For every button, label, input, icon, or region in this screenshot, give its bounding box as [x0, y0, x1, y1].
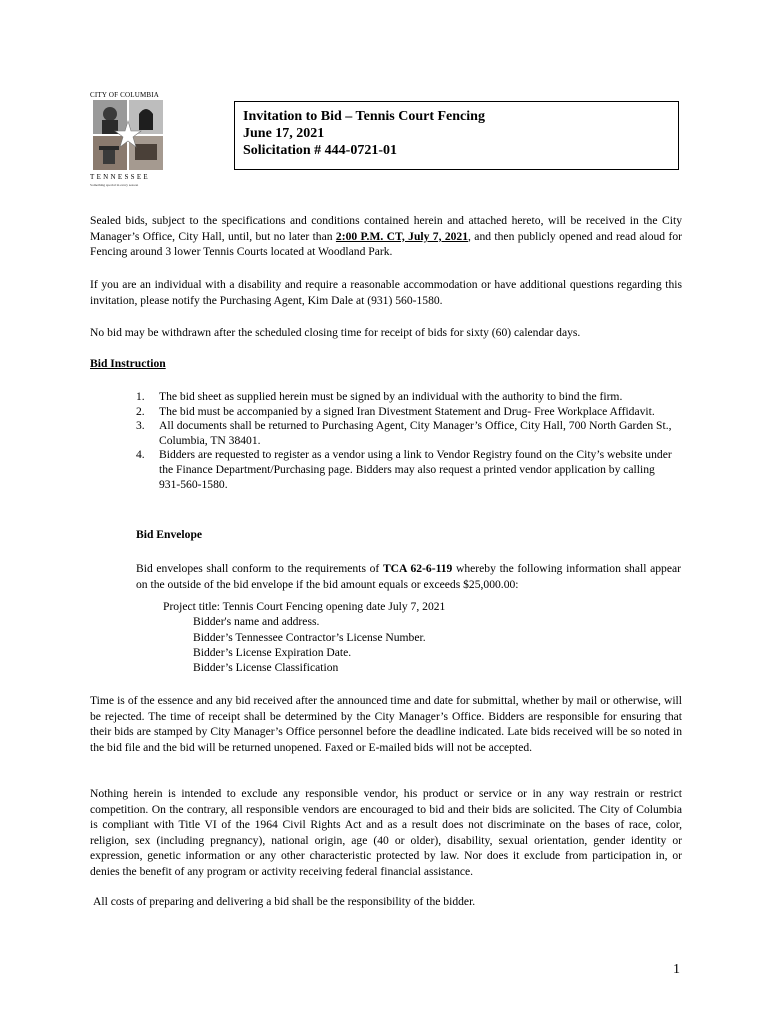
list-item: [136, 448, 676, 492]
logo-tagline: Something special in every season: [90, 183, 139, 187]
title-date: June 17, 2021: [243, 126, 325, 141]
list-item: [136, 419, 676, 448]
list-text: The bid sheet as supplied herein must be signed by an individual with the authority to bind the firm.: [159, 390, 623, 403]
deadline: 2:00 P.M. CT, July 7, 2021: [335, 229, 469, 243]
envelope-text: Bid envelopes shall conform to the requirements of: [136, 562, 383, 575]
list-item: [136, 405, 676, 420]
nothing-herein-paragraph: Nothing herein is intended to exclude any responsible vendor, his product or service or in any way restrain or restrict competition. On the contrary, all responsible vendors are encouraged to bid and their bids are solicited. The City of Columbia is compliant with Title VI of the 1964 Civil Rights Act and as a result does not discriminate on the bases of race, color, religion, sex (including pregnancy), national origin, age (40 or older), disability, sexual orientation, gender identity or expression, genetic information or any other characteristic protected by law. Nor does it exclude from participation in, or denies the benefit of any program or activity receiving federal financial assistance.: [90, 787, 682, 878]
intro-text: Sealed bids, subject to the specifications and conditions contained herein and attached hereto, will be received in the City Manager’s Office, City Hall, until, but no later than: [90, 214, 682, 243]
page-number: 1: [673, 962, 680, 977]
bid-envelope-paragraph: [136, 561, 681, 592]
bid-envelope-heading: Bid Envelope: [136, 528, 203, 541]
bid-instruction-list: [136, 390, 676, 492]
title-line-1: Invitation to Bid – Tennis Court Fencing: [243, 109, 485, 124]
city-logo: [90, 91, 165, 193]
logo-city-text: CITY OF COLUMBIA: [90, 91, 160, 99]
project-line: Project title: Tennis Court Fencing opening date July 7, 2021: [163, 600, 446, 613]
intro-text-end: , and then publicly opened and read aloud for Fencing around 3 lower Tennis Courts located at Woodland Park.: [90, 229, 682, 258]
list-text: The bid must be accompanied by a signed Iran Divestment Statement and Drug- Free Workplace Affidavit.: [159, 404, 655, 418]
list-text: All documents shall be returned to Purchasing Agent, City Manager’s Office, City Hall, 700 North Garden St., Columbia, TN 38401.: [159, 419, 672, 447]
envelope-info-lines: [163, 599, 445, 675]
logo-emblem-icon: [93, 100, 163, 170]
list-number: 1.: [136, 390, 145, 403]
list-number: 3.: [136, 419, 145, 433]
envelope-text-end: whereby the following information shall appear on the outside of the bid envelope if the bid amount equals or exceeds $25,000.00:: [136, 562, 681, 591]
envelope-line: Bidder’s Tennessee Contractor’s License Number.: [193, 630, 426, 644]
costs-paragraph: All costs of preparing and delivering a bid shall be the responsibility of the bidder.: [93, 895, 476, 908]
list-number: 4.: [136, 448, 145, 462]
disability-paragraph: If you are an individual with a disability and require a reasonable accommodation or have additional questions regarding this invitation, please notify the Purchasing Agent, Kim Dale at (931) 560-1580.: [90, 278, 682, 307]
list-number: 2.: [136, 404, 145, 418]
title-box: [234, 101, 679, 170]
envelope-line: Bidder’s License Expiration Date.: [193, 645, 352, 659]
envelope-line: Bidder's name and address.: [193, 615, 320, 629]
envelope-line: Bidder’s License Classification: [193, 661, 339, 675]
list-text: Bidders are requested to register as a vendor using a link to Vendor Registry found on the City’s website under the Finance Department/Purchasing page. Bidders may also request a printed vendor application by calling 931-560-1580.: [159, 448, 672, 491]
withdraw-paragraph: No bid may be withdrawn after the scheduled closing time for receipt of bids for sixty (60) calendar days.: [90, 326, 581, 339]
intro-paragraph: [90, 213, 682, 260]
time-essence-paragraph: Time is of the essence and any bid received after the announced time and date for submittal, whether by mail or otherwise, will be rejected. The time of receipt shall be determined by the City Manager’s Office. Bidders are responsible for ensuring that their bids are stamped by City Manager’s Office personnel before the deadline indicated. Late bids received will be so noted in the bid file and the bid will be returned unopened. Faxed or E-mailed bids will not be accepted.: [90, 694, 682, 754]
logo-state-text: TENNESSEE: [90, 173, 150, 181]
title-solicitation: Solicitation # 444-0721-01: [243, 143, 397, 158]
bid-instruction-heading: Bid Instruction: [90, 357, 166, 370]
tca-reference: TCA 62-6-119: [382, 562, 453, 575]
list-item: [136, 390, 676, 405]
